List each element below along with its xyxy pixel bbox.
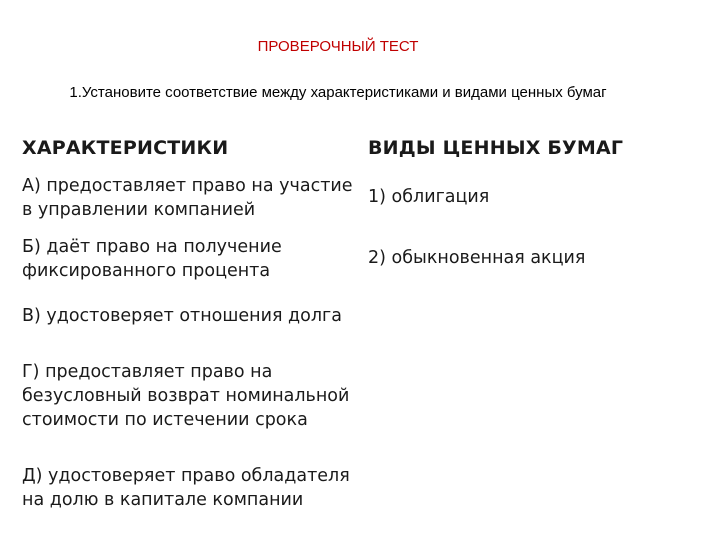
characteristic-v: В) удостоверяет отношения долга	[22, 306, 342, 326]
security-type-bond: 1) облигация	[368, 187, 490, 207]
characteristic-d: Д) удостоверяет право обладателя на долю в капитале компании	[22, 466, 350, 510]
question-text: 1.Установите соответствие между характеристиками и видами ценных бумаг	[69, 84, 607, 101]
test-title: ПРОВЕРОЧНЫЙ ТЕСТ	[257, 38, 419, 55]
characteristic-a: А) предоставляет право на участие в управлении компанией	[22, 176, 353, 220]
security-types-header: ВИДЫ ЦЕННЫХ БУМАГ	[368, 137, 624, 159]
security-type-common-share: 2) обыкновенная акция	[368, 248, 586, 268]
characteristic-b: Б) даёт право на получение фиксированного процента	[22, 237, 282, 281]
characteristics-header: ХАРАКТЕРИСТИКИ	[22, 137, 229, 159]
characteristic-g: Г) предоставляет право на безусловный возврат номинальной стоимости по истечении срока	[22, 362, 350, 430]
